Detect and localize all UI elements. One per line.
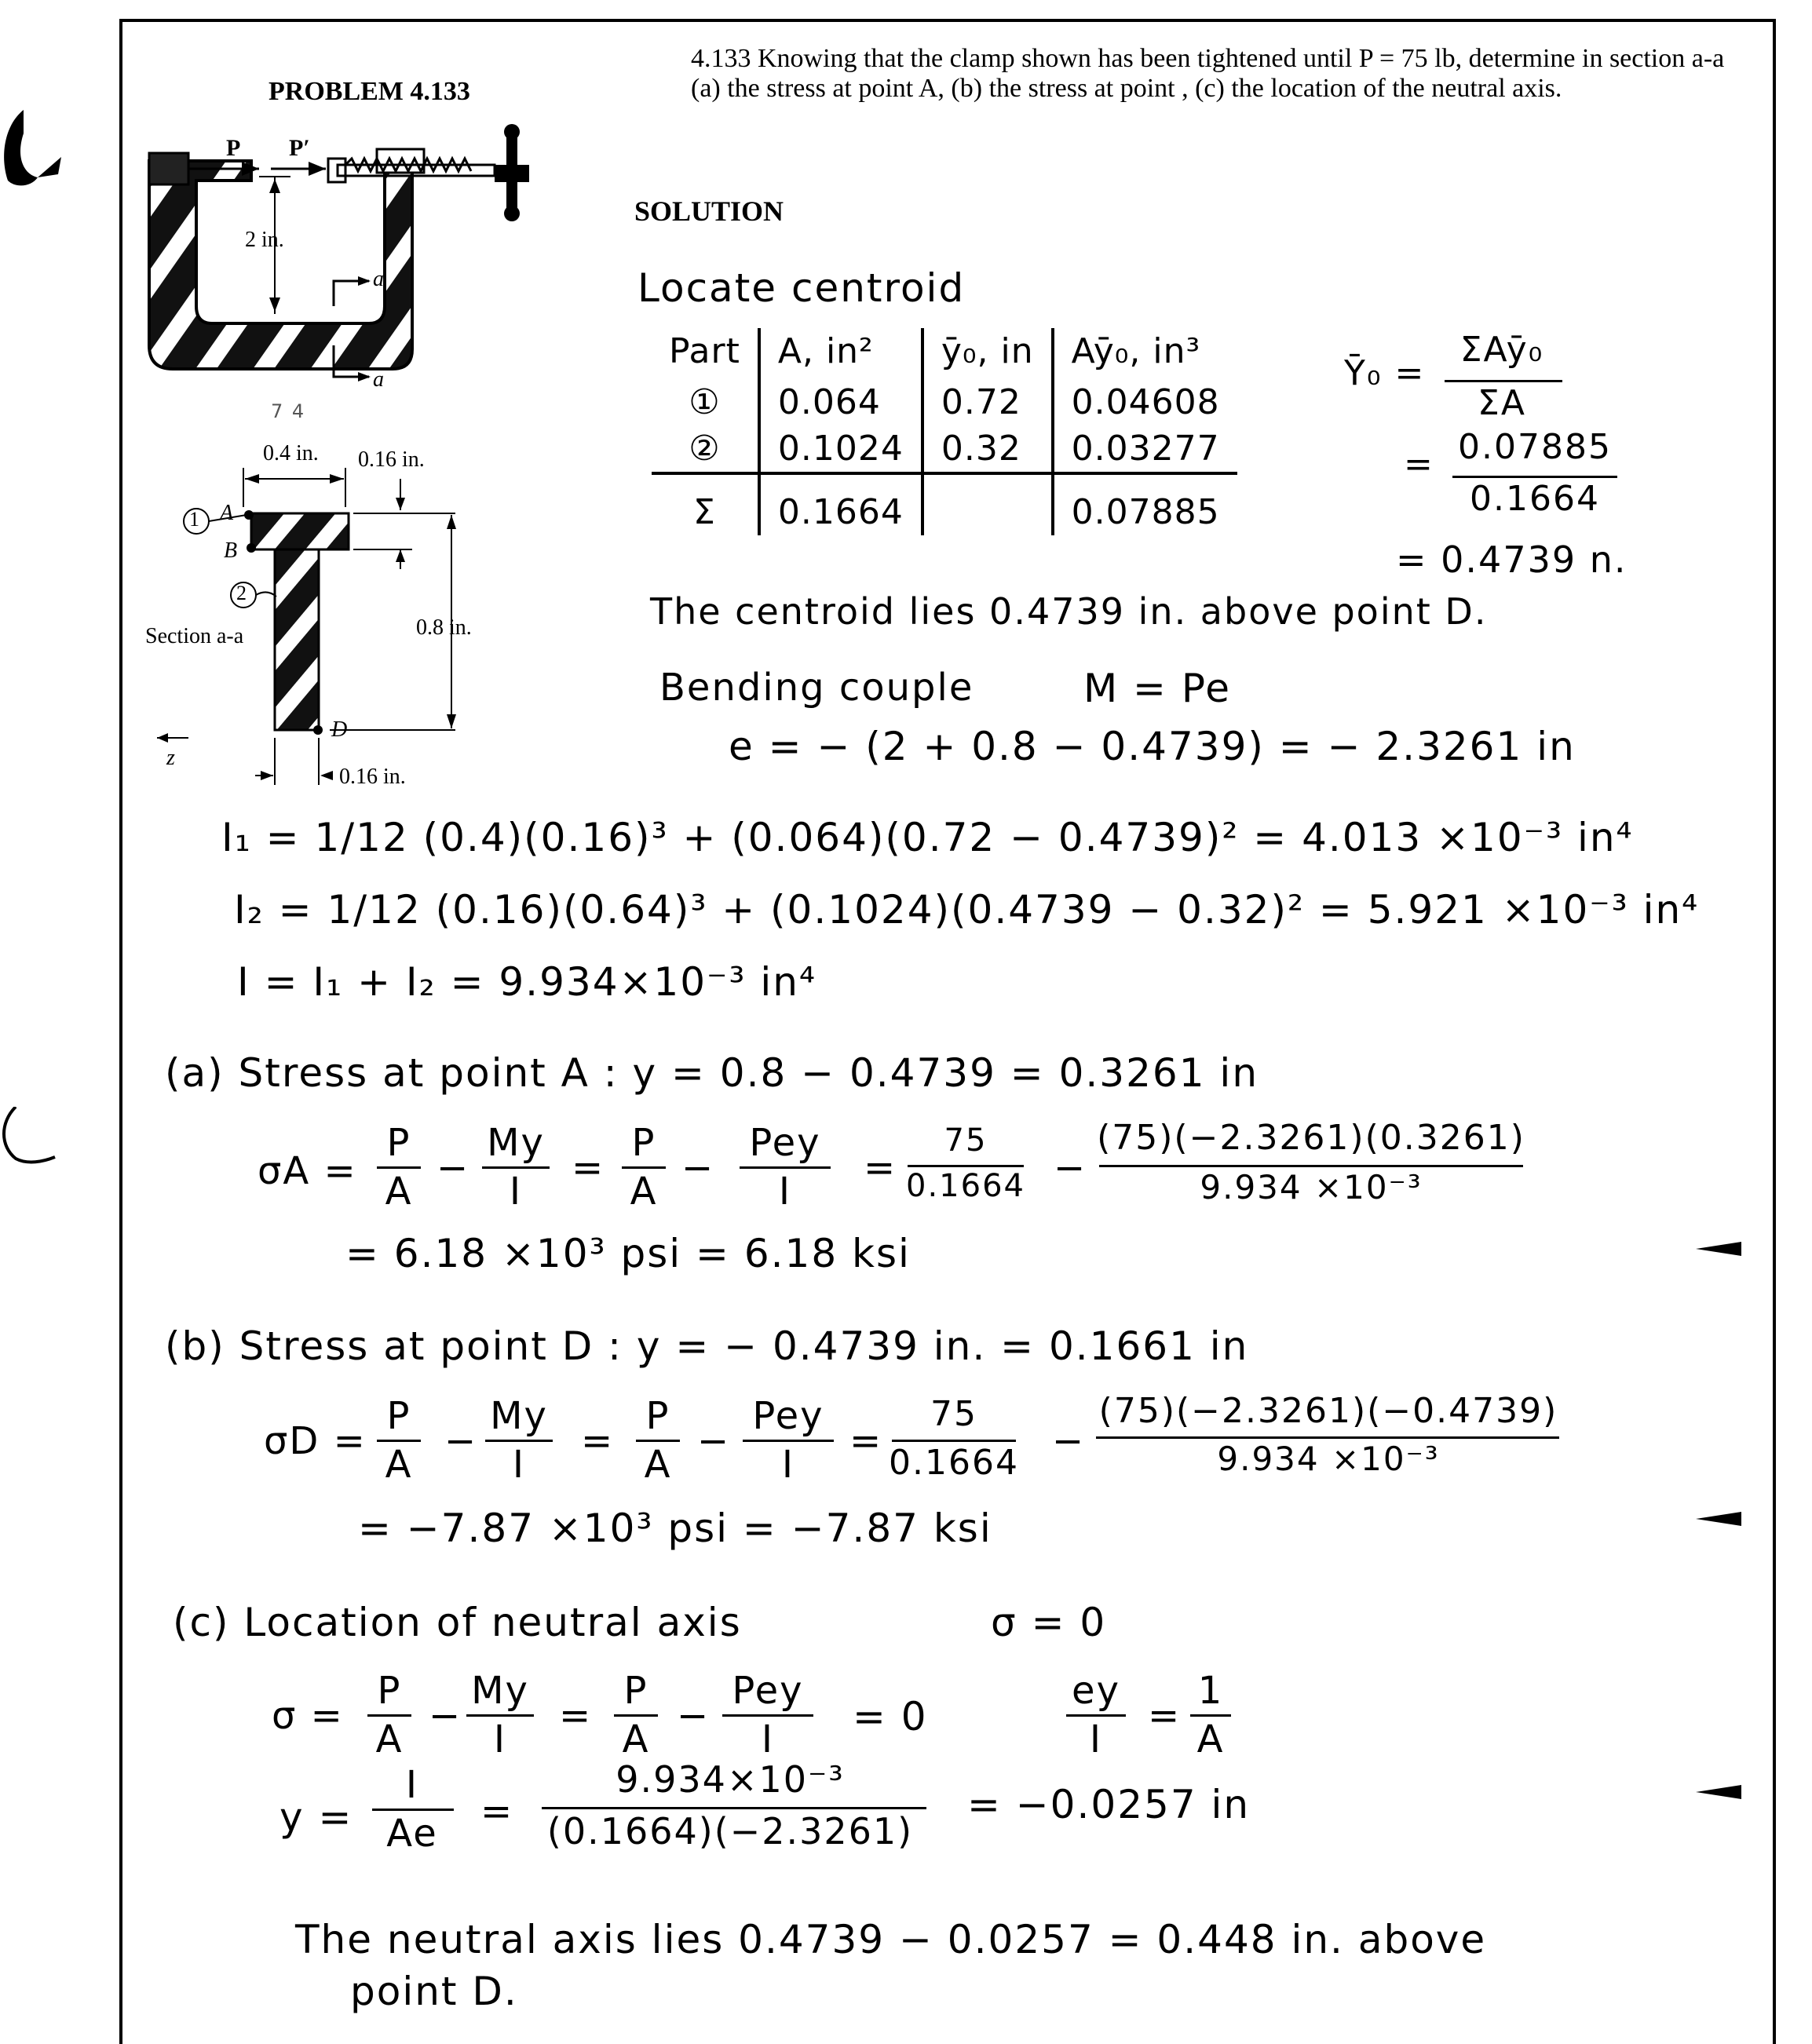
ybar-eq2: =: [1404, 444, 1434, 484]
label-z-axis: z: [166, 746, 175, 770]
part-a-f6-line: [1099, 1165, 1523, 1167]
part-b-f3-line: [636, 1440, 680, 1442]
part-c-f2-line: [466, 1714, 534, 1717]
part-c-eq-zero: = 0: [853, 1694, 928, 1739]
label-width-top: 0.4 in.: [263, 441, 319, 465]
part-c-y-result: = −0.0257 in: [967, 1782, 1251, 1827]
centroid-statement: The centroid lies 0.4739 in. above point D.: [650, 590, 1488, 633]
part-b-f1-den: A: [385, 1443, 413, 1487]
part-b-f1-num: P: [386, 1394, 411, 1438]
table-cell: Σ: [652, 473, 759, 535]
table-cell: [922, 473, 1053, 535]
ybar-frac-line2: [1452, 476, 1617, 478]
table-cell: 0.04608: [1053, 379, 1237, 425]
ybar-num1: ΣAȳ₀: [1459, 330, 1544, 370]
part-c-f4-den: I: [761, 1717, 775, 1761]
part-a-f1-den: A: [385, 1170, 413, 1214]
scan-artifact-top: [0, 102, 63, 196]
answer-marker-b: [1696, 1512, 1741, 1526]
i-total-equation: I = I₁ + I₂ = 9.934×10⁻³ in⁴: [237, 959, 816, 1005]
part-b-f3-den: A: [644, 1443, 672, 1487]
part-c-f1-den: A: [375, 1717, 404, 1761]
part-c-f4-line: [722, 1714, 813, 1717]
table-cell: 0.72: [922, 379, 1053, 425]
part-c-sigma-zero: σ = 0: [991, 1600, 1107, 1645]
part-a-f5-den: 0.1664: [906, 1168, 1025, 1204]
part-a-f5-line: [908, 1165, 1024, 1167]
table-header: Part: [669, 331, 740, 371]
part-a-f1-line: [377, 1166, 421, 1169]
part-c-y-line: [542, 1807, 926, 1809]
table-cell: 0.32: [922, 425, 1053, 473]
part-b-minus2: −: [697, 1419, 731, 1463]
part-c-f2-num: My: [471, 1669, 529, 1713]
table-row: [652, 379, 1237, 425]
label-part-2: 2: [236, 582, 247, 604]
label-web-thickness: 0.16 in.: [339, 765, 406, 789]
i2-equation: I₂ = 1/12 (0.16)(0.64)³ + (0.1024)(0.4739 − 0.32)² = 5.921 ×10⁻³ in⁴: [234, 887, 1700, 933]
part-b-f5-den: 0.1664: [889, 1443, 1019, 1483]
part-c-eq1: =: [559, 1694, 593, 1738]
table-header: ȳ₀, in: [922, 328, 1053, 379]
label-part-1: 1: [189, 508, 199, 531]
part-c-one-den: A: [1196, 1717, 1225, 1761]
part-c-minus2: −: [677, 1694, 711, 1738]
part-b-sigma: σD =: [264, 1419, 367, 1463]
part-a-eq1: =: [572, 1146, 605, 1190]
table-cell: 0.1024: [759, 425, 922, 473]
part-a-f4-den: I: [778, 1170, 792, 1214]
neutral-axis-statement-line2: point D.: [350, 1969, 518, 2014]
part-c-sigma: σ =: [272, 1694, 344, 1738]
part-b-f2-num: My: [490, 1394, 548, 1438]
part-c-y-lhs: y =: [279, 1794, 353, 1840]
table-header: A, in²: [759, 328, 922, 379]
part-a-f5-num: 75: [944, 1122, 988, 1159]
part-a-f2-line: [482, 1166, 550, 1169]
ybar-frac-line1: [1445, 380, 1562, 382]
part-c-yi-line: [372, 1809, 454, 1811]
ybar-num2: 0.07885: [1458, 427, 1612, 467]
part-a-sigma: σA =: [258, 1149, 357, 1193]
part-a-f3-line: [622, 1166, 666, 1169]
part-c-one-line: [1190, 1714, 1231, 1717]
ybar-result: = 0.4739 n.: [1396, 538, 1628, 581]
part-b-f6-num: (75)(−2.3261)(−0.4739): [1098, 1391, 1558, 1431]
label-clamp-depth: 2 in.: [245, 228, 284, 252]
eccentricity-equation: e = − (2 + 0.8 − 0.4739) = − 2.3261 in: [729, 724, 1576, 769]
label-p-prime: P′: [289, 135, 310, 161]
part-a-f1-num: P: [386, 1121, 411, 1165]
part-c-f1-num: P: [377, 1669, 402, 1713]
part-b-f5-num: 75: [930, 1394, 977, 1434]
part-b-line1: (b) Stress at point D : y = − 0.4739 in. = 0.1661 in: [165, 1323, 1249, 1369]
label-section-a-top: a: [373, 267, 384, 291]
part-b-minus3: −: [1052, 1419, 1086, 1463]
part-c-y-eq: =: [480, 1790, 514, 1834]
part-b-f6-line: [1096, 1436, 1559, 1439]
locate-centroid-heading: Locate centroid: [637, 265, 966, 311]
part-b-eq2: =: [849, 1419, 883, 1463]
ybar-den1: ΣA: [1478, 383, 1526, 423]
label-section-a-bottom: a: [373, 367, 384, 392]
table-cell: 0.1664: [759, 473, 922, 535]
part-c-f4-num: Pey: [732, 1669, 804, 1713]
part-c-f3-den: A: [622, 1717, 650, 1761]
part-a-f2-num: My: [487, 1121, 545, 1165]
i1-equation: I₁ = 1/12 (0.4)(0.16)³ + (0.064)(0.72 − 0.4739)² = 4.013 ×10⁻³ in⁴: [221, 815, 1634, 860]
part-b-f2-line: [485, 1440, 553, 1442]
part-c-yi-den: Ae: [386, 1812, 438, 1856]
bending-equation: M = Pe: [1083, 666, 1231, 711]
bending-label: Bending couple: [659, 666, 974, 710]
part-c-line1: (c) Location of neutral axis: [173, 1600, 742, 1645]
part-a-minus3: −: [1054, 1146, 1087, 1190]
part-b-minus1: −: [444, 1419, 478, 1463]
table-cell: ②: [689, 429, 721, 469]
table-header-row: [652, 328, 1237, 379]
part-c-ey-num: ey: [1072, 1669, 1120, 1713]
part-c-y-num: 9.934×10⁻³: [616, 1758, 845, 1801]
table-row: [652, 425, 1237, 473]
part-c-f3-line: [614, 1714, 658, 1717]
ybar-lhs: Ȳ₀ =: [1344, 353, 1426, 393]
table-cell: 0.07885: [1053, 473, 1237, 535]
part-b-f4-line: [743, 1440, 834, 1442]
table-cell: ①: [689, 382, 721, 422]
part-a-minus2: −: [681, 1146, 715, 1190]
part-a-f2-den: I: [509, 1170, 523, 1214]
ybar-den2: 0.1664: [1470, 479, 1600, 519]
part-c-f2-den: I: [493, 1717, 507, 1761]
scan-artifact-bottom: [0, 1107, 63, 1170]
answer-marker-a: [1696, 1242, 1741, 1256]
part-b-f5-line: [892, 1440, 1016, 1442]
label-flange-thickness: 0.16 in.: [358, 447, 425, 472]
scribble-note: 7 4: [271, 400, 306, 422]
part-c-f1-line: [367, 1714, 411, 1717]
part-a-f6-num: (75)(−2.3261)(0.3261): [1097, 1118, 1525, 1158]
part-c-yi-num: I: [405, 1763, 419, 1807]
table-cell: 0.064: [759, 379, 922, 425]
table-header: Aȳ₀, in³: [1053, 328, 1237, 379]
part-b-f4-den: I: [781, 1443, 795, 1487]
neutral-axis-statement-line1: The neutral axis lies 0.4739 − 0.0257 = 0.448 in. above: [295, 1917, 1487, 1962]
part-b-f2-den: I: [512, 1443, 526, 1487]
label-point-d: D: [331, 717, 348, 742]
label-height: 0.8 in.: [416, 615, 472, 640]
part-c-f3-num: P: [623, 1669, 648, 1713]
label-p: P: [226, 135, 241, 161]
part-a-f4-num: Pey: [749, 1121, 821, 1165]
part-a-f3-num: P: [631, 1121, 656, 1165]
part-b-f6-den: 9.934 ×10⁻³: [1217, 1440, 1440, 1478]
part-c-minus1: −: [429, 1694, 462, 1738]
part-b-f1-line: [377, 1440, 421, 1442]
label-point-a: A: [220, 501, 234, 525]
table-sum-row: [652, 473, 1237, 535]
part-b-result: = −7.87 ×10³ psi = −7.87 ksi: [358, 1506, 992, 1551]
label-point-b: B: [224, 538, 238, 563]
centroid-table: [652, 328, 1237, 535]
part-a-eq2: =: [864, 1146, 897, 1190]
part-b-eq1: =: [581, 1419, 615, 1463]
part-a-result: = 6.18 ×10³ psi = 6.18 ksi: [345, 1231, 911, 1276]
part-c-ey-eq: =: [1148, 1694, 1182, 1738]
label-section-name: Section a-a: [145, 624, 244, 648]
clamp-figure: [141, 118, 550, 385]
part-a-f4-line: [740, 1166, 831, 1169]
part-c-y-den: (0.1664)(−2.3261): [546, 1810, 914, 1852]
part-a-f6-den: 9.934 ×10⁻³: [1200, 1168, 1423, 1206]
part-c-one-num: 1: [1197, 1669, 1224, 1713]
part-b-f4-num: Pey: [752, 1394, 824, 1438]
part-a-f3-den: A: [630, 1170, 658, 1214]
part-a-minus1: −: [437, 1146, 470, 1190]
part-b-f3-num: P: [645, 1394, 670, 1438]
part-a-line1: (a) Stress at point A : y = 0.8 − 0.4739 = 0.3261 in: [165, 1050, 1259, 1096]
problem-title: PROBLEM 4.133: [269, 77, 470, 106]
problem-statement: 4.133 Knowing that the clamp shown has been tightened until P = 75 lb, determine in section a-a (a) the stress at point A, (b) the stress at point , (c) the location of the neutral axis.: [691, 44, 1725, 103]
solution-heading: SOLUTION: [634, 195, 784, 227]
table-cell: 0.03277: [1053, 425, 1237, 473]
part-c-ey-den: I: [1089, 1717, 1103, 1761]
part-c-ey-line: [1066, 1714, 1126, 1717]
answer-marker-c: [1696, 1785, 1741, 1799]
